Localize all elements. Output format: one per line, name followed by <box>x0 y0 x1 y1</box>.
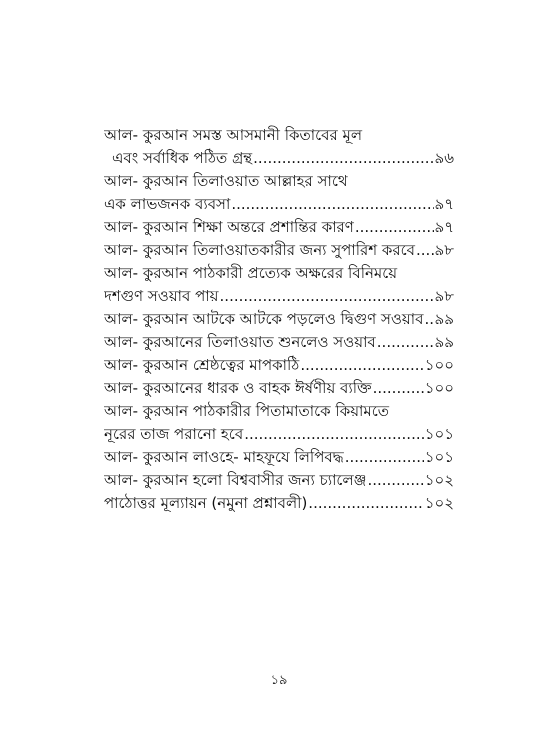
toc-entry <box>104 377 454 400</box>
toc-entry-page: ৯৭ <box>434 218 454 236</box>
toc-entry-page: ১০১ <box>424 448 454 466</box>
toc-heading-line: আল- কুরআন তিলাওয়াত আল্লাহর সাথে <box>104 172 348 190</box>
toc-entry <box>104 147 454 170</box>
toc-entry-title: পাঠোত্তর মূল্যায়ন (নমুনা প্রশ্নাবলী) <box>104 494 308 512</box>
dot-leader <box>373 377 424 400</box>
toc-entry-page: ১০১ <box>424 425 454 443</box>
toc-entry-title: আল- কুরআন শিক্ষা অন্তরে প্রশান্তির কারণ <box>104 218 354 236</box>
toc-entry <box>104 423 454 446</box>
toc-entry-page: ৯৭ <box>434 195 454 213</box>
toc-entry <box>104 308 454 331</box>
toc-entry-title: এবং সর্বাধিক পঠিত গ্রন্থ <box>112 149 253 167</box>
toc-entry-page: ৯৯ <box>434 310 454 328</box>
toc-heading-line: আল- কুরআন পাঠকারী প্রত্যেক অক্ষরের বিনিময়ে <box>104 264 398 282</box>
dot-leader <box>345 446 424 469</box>
dot-leader <box>253 147 433 170</box>
table-of-contents <box>104 124 454 515</box>
toc-entry <box>104 193 454 216</box>
dot-leader <box>308 492 423 515</box>
toc-entry-title: নূরের তাজ পরানো হবে <box>104 425 244 443</box>
dot-leader <box>377 331 434 354</box>
toc-entry-page: ৯৮ <box>434 287 454 305</box>
toc-entry <box>104 492 454 515</box>
toc-entry <box>104 469 454 492</box>
toc-entry-page: ১০০ <box>424 379 454 397</box>
toc-entry-title: এক লাভজনক ব্যবসা <box>104 195 231 213</box>
toc-entry-title: আল- কুরআন হলো বিশ্ববাসীর জন্য চ্যালেঞ্জ <box>104 471 367 489</box>
toc-entry-title: আল- কুরআন তিলাওয়াতকারীর জন্য সুপারিশ করবে <box>104 241 416 259</box>
toc-entry <box>104 285 454 308</box>
toc-entry-title: দশগুণ সওয়াব পায় <box>104 287 219 305</box>
toc-entry-page: ৯৯ <box>434 333 454 351</box>
toc-entry <box>104 331 454 354</box>
toc-entry-page: ১০০ <box>424 356 454 374</box>
toc-entry <box>104 446 454 469</box>
dot-leader <box>355 216 434 239</box>
toc-entry <box>104 216 454 239</box>
dot-leader <box>244 423 424 446</box>
toc-entry <box>104 354 454 377</box>
dot-leader <box>220 285 434 308</box>
toc-entry-title: আল- কুরআন শ্রেষ্ঠত্বের মাপকাঠি <box>104 356 300 374</box>
toc-entry-page: ৯৮ <box>434 241 454 259</box>
toc-entry-title: আল- কুরআনের তিলাওয়াত শুনলেও সওয়াব <box>104 333 376 351</box>
toc-entry <box>104 239 454 262</box>
toc-entry-title: আল- কুরআনের ধারক ও বাহক ঈর্ষণীয় ব্যক্তি <box>104 379 372 397</box>
toc-entry-page: ৯৬ <box>434 149 454 167</box>
dot-leader <box>416 239 434 262</box>
toc-entry-title: আল- কুরআন আটকে আটকে পড়লেও দ্বিগুণ সওয়াব <box>104 310 424 328</box>
toc-entry-page: ১০২ <box>424 494 454 512</box>
toc-entry-page: ১০২ <box>424 471 454 489</box>
toc-heading-line: আল- কুরআন সমস্ত আসমানী কিতাবের মূল <box>104 126 362 144</box>
dot-leader <box>231 193 433 216</box>
dot-leader <box>300 354 423 377</box>
dot-leader <box>424 308 433 331</box>
toc-entry-title: আল- কুরআন লাওহে- মাহফূযে লিপিবদ্ধ <box>104 448 344 466</box>
dot-leader <box>367 469 423 492</box>
page-number: ১৯ <box>270 673 288 688</box>
toc-heading-line: আল- কুরআন পাঠকারীর পিতামাতাকে কিয়ামতে <box>104 402 390 420</box>
